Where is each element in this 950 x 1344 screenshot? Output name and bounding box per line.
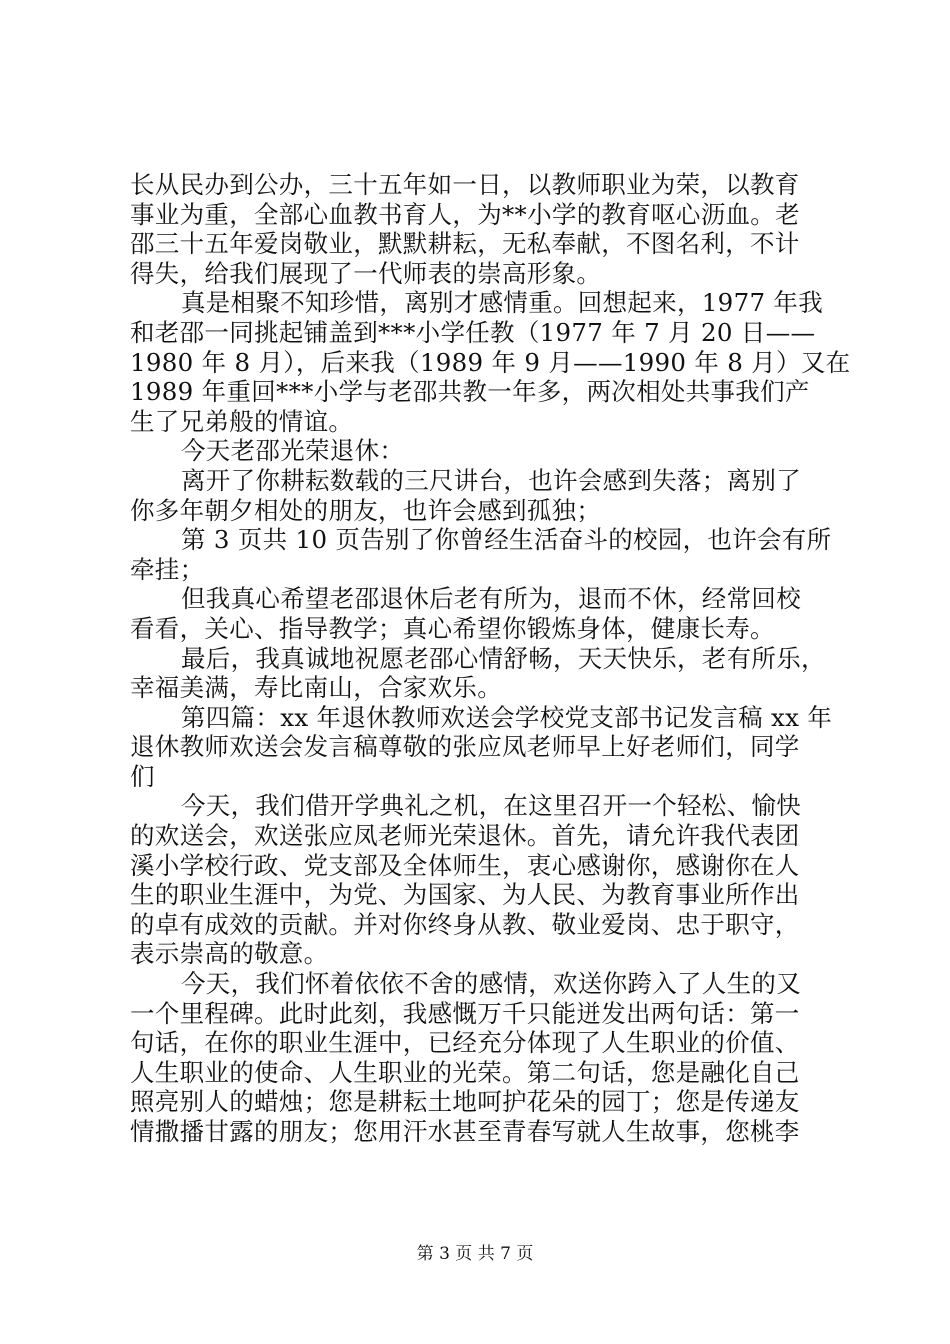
text-line: 生了兄弟般的情谊。 [130, 406, 354, 436]
text-line: 离开了你耕耘数载的三尺讲台，也许会感到失落；离别了 [181, 465, 801, 495]
text-line: 1980 年 8 月），后来我（1989 年 9 月——1990 年 8 月）又在 [130, 347, 851, 377]
text-line: 1989 年重回***小学与老邵共教一年多，两次相处共事我们产 [130, 377, 810, 407]
text-line: 看看，关心、指导教学；真心希望你锻炼身体，健康长寿。 [130, 613, 775, 643]
text-line: 和老邵一同挑起铺盖到***小学任教（1977 年 7 月 20 日—— [130, 317, 816, 347]
text-line: 得失，给我们展现了一代师表的崇高形象。 [130, 258, 602, 288]
text-line: 牵挂； [130, 554, 205, 584]
text-line: 句话，在你的职业生涯中，已经充分体现了人生职业的价值、 [130, 1028, 800, 1058]
text-line: 退休教师欢送会发言稿尊敬的张应凤老师早上好老师们，同学 [130, 732, 800, 762]
text-line: 一个里程碑。此时此刻，我感慨万千只能迸发出两句话：第一 [130, 998, 800, 1028]
text-line: 生的职业生涯中，为党、为国家、为人民、为教育事业所作出 [130, 880, 800, 910]
text-line: 照亮别人的蜡烛；您是耕耘土地呵护花朵的园丁；您是传递友 [130, 1087, 800, 1117]
text-line: 人生职业的使命、人生职业的光荣。第二句话，您是融化自己 [130, 1057, 800, 1087]
text-line: 今天，我们怀着依依不舍的感情，欢送你跨入了人生的又 [181, 969, 801, 999]
text-line: 幸福美满，寿比南山，合家欢乐。 [130, 673, 502, 703]
page-footer: 第 3 页 共 7 页 [416, 1244, 534, 1264]
text-line: 第四篇：xx 年退休教师欢送会学校党支部书记发言稿 xx 年 [181, 702, 833, 732]
text-line: 的卓有成效的贡献。并对你终身从教、敬业爱岗、忠于职守， [130, 909, 800, 939]
text-line: 今天老邵光荣退休： [181, 436, 405, 466]
document-body [130, 170, 851, 1147]
text-line: 事业为重，全部心血教书育人，为**小学的教育呕心沥血。老 [130, 199, 800, 229]
text-line: 你多年朝夕相处的朋友，也许会感到孤独； [130, 495, 602, 525]
text-line: 邵三十五年爱岗敬业，默默耕耘，无私奉献，不图名利，不计 [130, 229, 800, 259]
text-line: 但我真心希望老邵退休后老有所为，退而不休，经常回校 [181, 584, 801, 614]
text-line: 的欢送会，欢送张应凤老师光荣退休。首先，请允许我代表团 [130, 821, 800, 851]
text-line: 真是相聚不知珍惜，离别才感情重。回想起来，1977 年我 [181, 288, 824, 318]
text-line: 第 3 页共 10 页告别了你曾经生活奋斗的校园，也许会有所 [181, 525, 832, 555]
text-line: 们 [130, 761, 155, 791]
text-line: 表示崇高的敬意。 [130, 939, 329, 969]
text-line: 今天，我们借开学典礼之机，在这里召开一个轻松、愉快 [181, 791, 801, 821]
text-line: 长从民办到公办，三十五年如一日，以教师职业为荣，以教育 [130, 170, 800, 199]
text-line: 最后，我真诚地祝愿老邵心情舒畅，天天快乐，老有所乐， [181, 643, 826, 673]
text-line: 情撒播甘露的朋友；您用汗水甚至青春写就人生故事，您桃李 [130, 1117, 800, 1146]
text-line: 溪小学校行政、党支部及全体师生，衷心感谢你，感谢你在人 [130, 850, 800, 880]
